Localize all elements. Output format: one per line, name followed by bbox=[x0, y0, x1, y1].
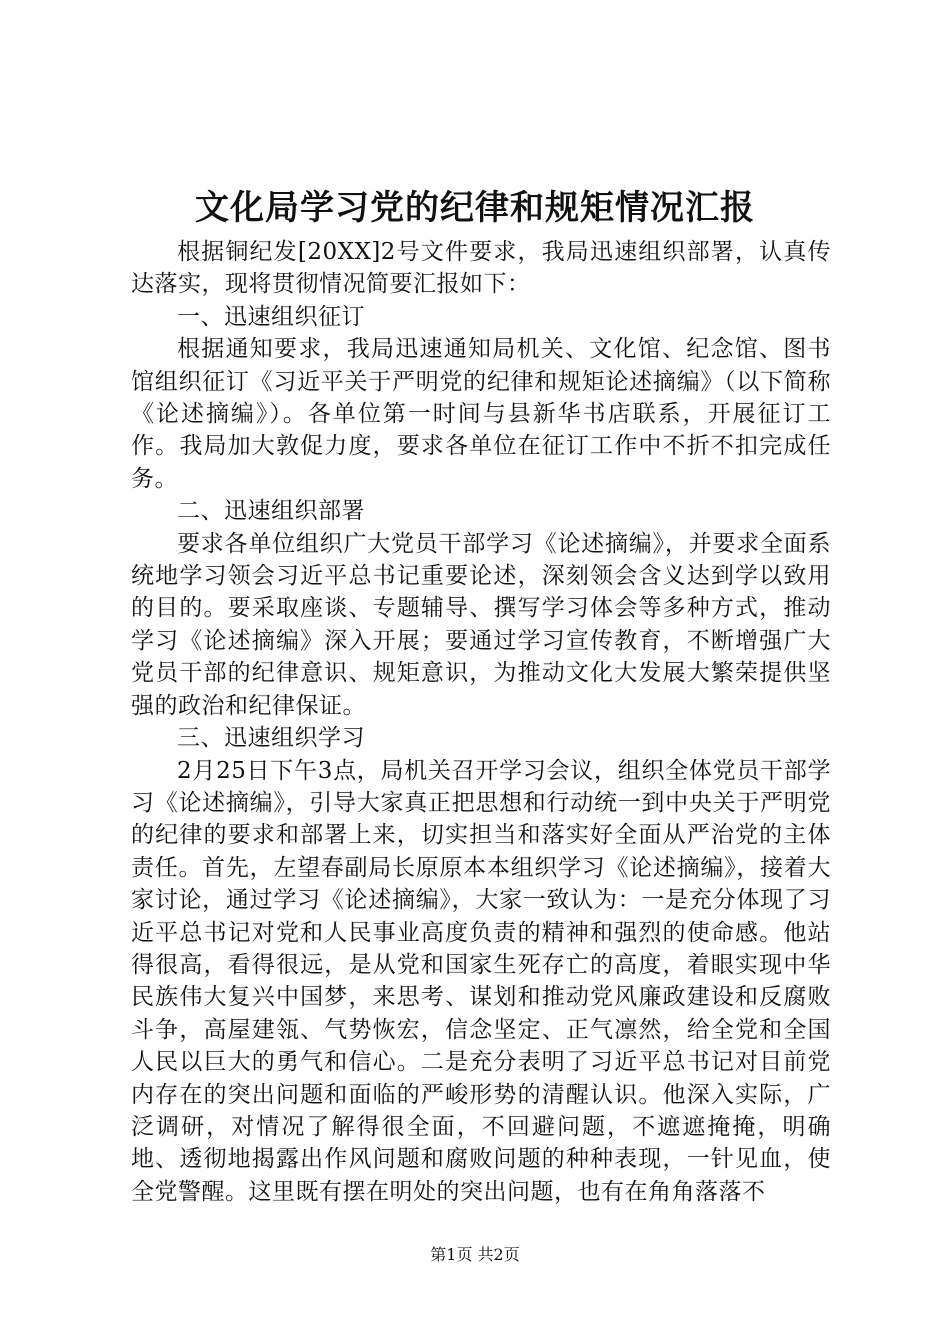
page-footer: 第1页 共2页 bbox=[430, 1245, 520, 1264]
document-body bbox=[131, 236, 831, 1208]
section-heading-2: 二、迅速组织部署 bbox=[177, 498, 365, 525]
section-paragraph-1: 根据通知要求，我局迅速通知局机关、文化馆、纪念馆、图书馆组织征订《习近平关于严明党的纪律和规矩论述摘编》（以下简称《论述摘编》）。各单位第一时间与县新华书店联系，开展征订工作。我局加大敦促力度，要求各单位在征订工作中不折不扣完成任务。 bbox=[131, 336, 831, 492]
document-title: 文化局学习党的纪律和规矩情况汇报 bbox=[195, 188, 755, 228]
section-paragraph-3: 2月25日下午3点，局机关召开学习会议，组织全体党员干部学习《论述摘编》，引导大家真正把思想和行动统一到中央关于严明党的纪律的要求和部署上来，切实担当和落实好全面从严治党的主体责任。首先，左望春副局长原原本本组织学习《论述摘编》，接着大家讨论，通过学习《论述摘编》，大家一致认为：一是充分体现了习近平总书记对党和人民事业高度负责的精神和强烈的使命感。他站得很高，看得很远，是从党和国家生死存亡的高度，着眼实现中华民族伟大复兴中国梦，来思考、谋划和推动党风廉政建设和反腐败斗争，高屋建瓴、气势恢宏，信念坚定、正气凛然，给全党和全国人民以巨大的勇气和信心。二是充分表明了习近平总书记对目前党内存在的突出问题和面临的严峻形势的清醒认识。他深入实际，广泛调研，对情况了解得很全面，不回避问题，不遮遮掩掩，明确地、透彻地揭露出作风问题和腐败问题的种种表现，一针见血，使全党警醒。这里既有摆在明处的突出问题，也有在角角落落不 bbox=[131, 757, 831, 1205]
section-heading-3: 三、迅速组织学习 bbox=[177, 725, 365, 752]
section-paragraph-2: 要求各单位组织广大党员干部学习《论述摘编》，并要求全面系统地学习领会习近平总书记重要论述，深刻领会含义达到学以致用的目的。要采取座谈、专题辅导、撰写学习体会等多种方式，推动学习《论述摘编》深入开展；要通过学习宣传教育，不断增强广大党员干部的纪律意识、规矩意识，为推动文化大发展大繁荣提供坚强的政治和纪律保证。 bbox=[131, 530, 831, 719]
section-heading-1: 一、迅速组织征订 bbox=[177, 303, 365, 330]
intro-paragraph: 根据铜纪发[20XX]2号文件要求，我局迅速组织部署，认真传达落实，现将贯彻情况简要汇报如下： bbox=[131, 239, 831, 298]
